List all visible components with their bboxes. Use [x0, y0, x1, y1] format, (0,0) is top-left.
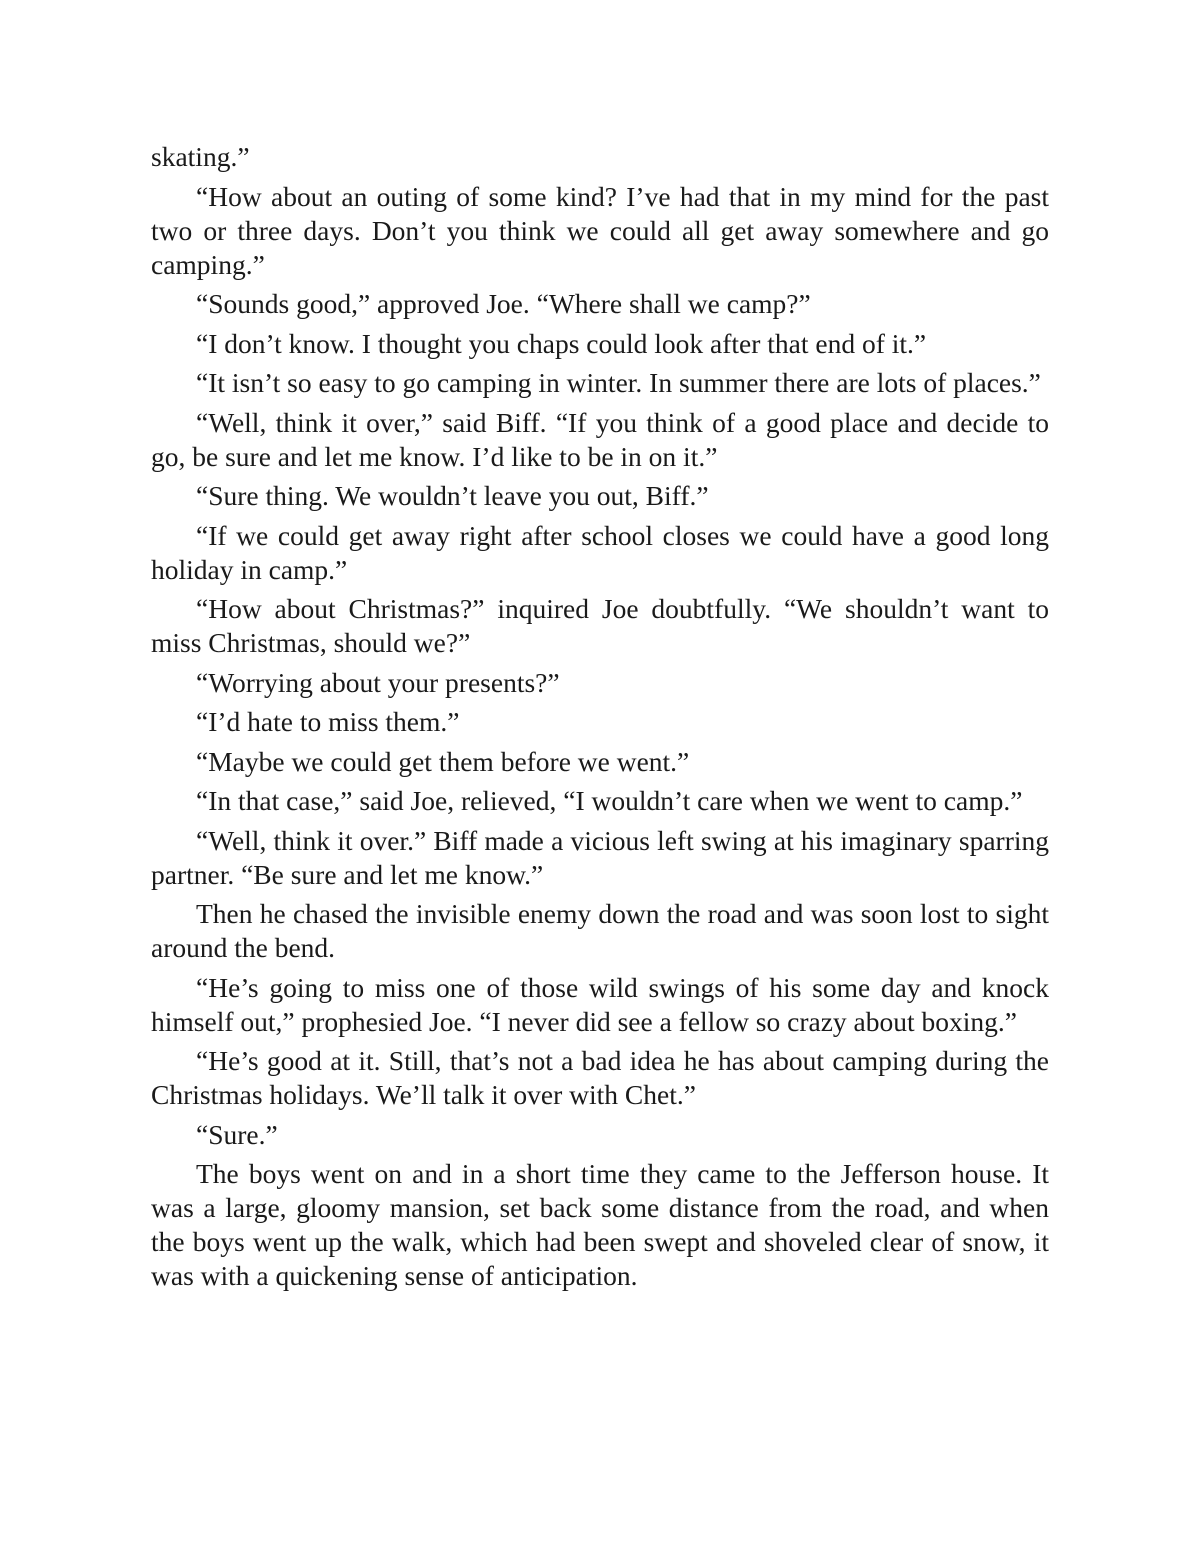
paragraph: “If we could get away right after school closes we could have a good long holiday in camp.” — [151, 519, 1049, 585]
paragraph: Then he chased the invisible enemy down the road and was soon lost to sight around the bend. — [151, 898, 1049, 963]
paragraph: “Sure thing. We wouldn’t leave you out, Biff.” — [196, 480, 709, 511]
paragraph: The boys went on and in a short time they came to the Jefferson house. It was a large, gloomy mansion, set back some distance from the road, and when the boys went up the walk, which had been swept and shoveled clear of snow, it was with a quickening sense of anticipation. — [151, 1158, 1049, 1291]
paragraph: “He’s going to miss one of those wild swings of his some day and knock himself out,” prophesied Joe. “I never did see a fellow so crazy about boxing.” — [151, 971, 1049, 1037]
paragraph: “Sure.” — [196, 1118, 278, 1150]
paragraph: “Well, think it over,” said Biff. “If you think of a good place and decide to go, be sure and let me know. I’d like to be in on it.” — [151, 406, 1049, 472]
paragraph: “Worrying about your presents?” — [196, 666, 560, 698]
paragraph: skating.” — [151, 141, 250, 172]
paragraph: “How about Christmas?” inquired Joe doubtfully. “We shouldn’t want to miss Christmas, should we?” — [151, 593, 1049, 658]
paragraph: “In that case,” said Joe, relieved, “I wouldn’t care when we went to camp.” — [196, 785, 1023, 816]
paragraph: “Maybe we could get them before we went.” — [196, 745, 690, 777]
paragraph: “He’s good at it. Still, that’s not a bad idea he has about camping during the Christmas holidays. We’ll talk it over with Chet.” — [151, 1045, 1049, 1110]
paragraph: “Sounds good,” approved Joe. “Where shall we camp?” — [196, 288, 811, 319]
paragraph: “Well, think it over.” Biff made a vicious left swing at his imaginary sparring partner. “Be sure and let me know.” — [151, 824, 1049, 890]
paragraph: “How about an outing of some kind? I’ve had that in my mind for the past two or three days. Don’t you think we could all get away somewhere and go camping.” — [151, 180, 1049, 280]
paragraph: “I’d hate to miss them.” — [196, 706, 460, 737]
paragraph: “It isn’t so easy to go camping in winter. In summer there are lots of places.” — [196, 367, 1041, 398]
book-page-text — [151, 140, 1049, 1299]
paragraph: “I don’t know. I thought you chaps could look after that end of it.” — [196, 327, 927, 359]
